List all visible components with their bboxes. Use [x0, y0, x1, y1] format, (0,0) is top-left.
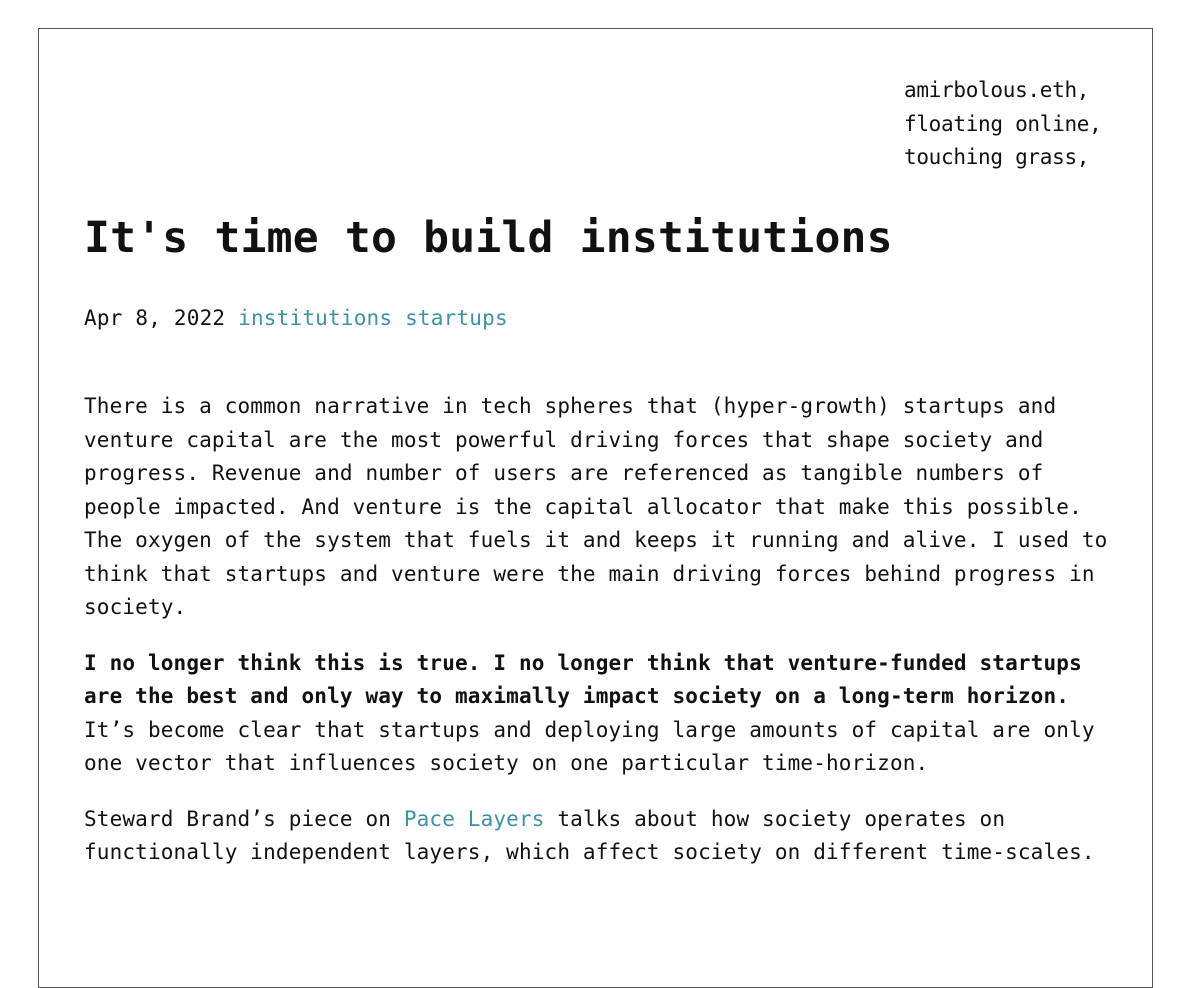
- paragraph-2-bold: I no longer think this is true. I no longer think that venture-funded startups are the best and only way to maximally impact society on a long-term horizon.: [84, 650, 1082, 708]
- nav-link-home[interactable]: amirbolous.eth,: [904, 78, 1090, 102]
- paragraph-3-before: Steward Brand’s piece on: [84, 806, 404, 831]
- paragraph-3: [84, 803, 1116, 870]
- paragraph-3-after: talks about how society operates on functionally independent layers, which affect society on different time-scales.: [84, 806, 1095, 864]
- tag-link-startups[interactable]: startups: [405, 306, 508, 330]
- post-meta: [84, 301, 508, 335]
- post-body: [84, 390, 1116, 892]
- tag-link-institutions[interactable]: institutions: [238, 306, 393, 330]
- nav-link-online[interactable]: floating online,: [904, 111, 1102, 136]
- post-date: Apr 8, 2022: [84, 306, 226, 330]
- post-title: It's time to build institutions: [84, 213, 893, 263]
- nav-link-grass[interactable]: touching grass,: [904, 145, 1090, 169]
- paragraph-2-rest: It’s become clear that startups and deploying large amounts of capital are only one vector that influences society on one particular time-horizon.: [84, 717, 1095, 775]
- paragraph-2: [84, 647, 1116, 781]
- paragraph-1: There is a common narrative in tech spheres that (hyper-growth) startups and venture capital are the most powerful driving forces that shape society and progress. Revenue and number of users are referenced as tangible numbers of people impacted. And venture is the capital allocator that make this possible. The oxygen of the system that fuels it and keeps it running and alive. I used to think that startups and venture were the main driving forces behind progress in society.: [84, 394, 1108, 619]
- pace-layers-link[interactable]: Pace Layers: [403, 806, 545, 831]
- site-nav: [904, 74, 1102, 175]
